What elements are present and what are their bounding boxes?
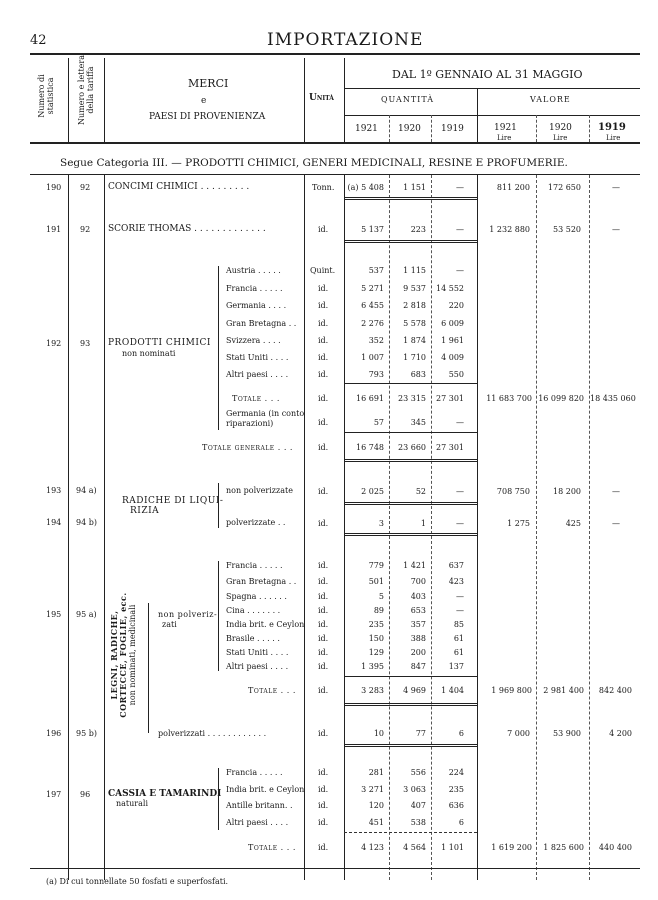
row-197-unit: id. <box>318 801 329 810</box>
unita-header: Unità <box>309 93 334 103</box>
row-192-q1920: 1 874 <box>403 336 426 345</box>
category-rule <box>30 174 640 175</box>
row-190-name: CONCIMI CHIMICI . . . . . . . . . <box>108 182 250 192</box>
row-192-general-rule <box>344 432 477 433</box>
row-193-tariff: 94 a) <box>76 486 97 495</box>
row-196-q1919: 6 <box>458 729 464 738</box>
row-194-q1921: 3 <box>378 519 384 528</box>
row-193-q1919: — <box>456 487 464 496</box>
row-193-q1921: 2 025 <box>361 487 384 496</box>
row-196-tariff: 95 b) <box>76 729 97 738</box>
row-197-country: Antille britann. . <box>226 801 293 810</box>
row-195-q1921: 5 <box>378 592 384 601</box>
row-193-q1920: 52 <box>415 487 426 496</box>
category-heading: Segue Categoria III. — PRODOTTI CHIMICI, GENERI MEDICINALI, RESINE E PROFUMERIE. <box>60 157 568 169</box>
row-191-v1919: — <box>612 225 620 234</box>
row-192-q1920: 1 710 <box>403 353 426 362</box>
row-191-name: SCORIE THOMAS . . . . . . . . . . . . . <box>108 224 266 234</box>
row-195-q1921: 129 <box>368 648 384 657</box>
row-195-country: Spagna . . . . . . <box>226 592 287 601</box>
v-lire-1921: Lire <box>497 134 512 142</box>
row-195-unit: id. <box>318 648 329 657</box>
row-190-q1921: (a) 5 408 <box>347 183 384 192</box>
row-192-q1921: 1 007 <box>361 353 384 362</box>
header-rule-top <box>30 53 640 55</box>
row-195-total-rule <box>344 703 477 706</box>
v-year-1920: 1920 <box>549 123 572 133</box>
row-192-totale-q1919: 27 301 <box>436 394 464 403</box>
row-193-v1921: 708 750 <box>496 487 530 496</box>
row-192-q1920: 1 115 <box>403 266 426 275</box>
row-195-totale-unit: id. <box>318 686 329 695</box>
row-195-q1919: 61 <box>453 634 464 643</box>
q-year-1919: 1919 <box>441 124 464 134</box>
row-192-q1921: 352 <box>368 336 384 345</box>
row-192-totale-q1920: 23 315 <box>398 394 426 403</box>
e-header: e <box>201 96 207 106</box>
row-196-v1921: 7 000 <box>507 729 530 738</box>
row-197-totale-q1921: 4 123 <box>361 843 384 852</box>
col-stat-header: Numero di statistica <box>37 74 55 118</box>
row-197-totale-label: Totale . . . <box>248 843 296 852</box>
row-197-totale-v1920: 1 825 600 <box>543 843 584 852</box>
header-divider <box>536 115 537 142</box>
row-196-total-rule <box>344 744 477 747</box>
row-193-sub: non polverizzate <box>226 486 293 495</box>
row-192-stat: 192 <box>46 339 62 348</box>
row-195-unit: id. <box>318 592 329 601</box>
row-191-v1921: 1 232 880 <box>489 225 530 234</box>
row-192-totale-generale-q1920: 23 660 <box>398 443 426 452</box>
q-year-1920: 1920 <box>398 124 421 134</box>
row-195-subtotal-rule <box>344 676 477 677</box>
header-divider <box>104 58 105 142</box>
row-192-q1921: 2 276 <box>361 319 384 328</box>
row-192-germania-conto: Germania (in conto riparazioni) <box>226 409 305 428</box>
row-197-subtotal-rule <box>344 832 477 833</box>
row-195-q1919: 137 <box>448 662 464 671</box>
row-192-germania-unit: id. <box>318 418 329 427</box>
row-195-q1919: — <box>456 606 464 615</box>
row-195-country-brace <box>218 561 219 671</box>
v-lire-1919: Lire <box>606 134 621 142</box>
row-195-stat: 195 <box>46 610 62 619</box>
row-192-q1919: 1 961 <box>441 336 464 345</box>
row-197-q1919: 224 <box>448 768 464 777</box>
row-193-brace <box>218 483 219 528</box>
row-195-brace <box>148 603 149 733</box>
row-192-totale-v1920: 16 099 820 <box>538 394 584 403</box>
row-197-unit: id. <box>318 785 329 794</box>
row-195-q1919: — <box>456 592 464 601</box>
v-year-1919: 1919 <box>598 122 626 133</box>
row-192-country: Germania . . . . <box>226 301 287 310</box>
row-195-q1920: 357 <box>410 620 426 629</box>
row-192-germania-q1919: — <box>456 418 464 427</box>
row-192-country: Stati Uniti . . . . <box>226 353 289 362</box>
row-197-country: India brit. e Ceylon <box>226 785 305 794</box>
header-divider <box>344 58 345 142</box>
row-192-unit: Quint. <box>310 266 336 275</box>
row-194-tariff: 94 b) <box>76 518 97 527</box>
period-header: DAL 1º GENNAIO AL 31 MAGGIO <box>392 68 583 81</box>
row-191-q1920: 223 <box>410 225 426 234</box>
row-197-q1920: 407 <box>410 801 426 810</box>
row-195-country: Altri paesi . . . . <box>226 662 289 671</box>
row-192-brace <box>218 266 219 430</box>
row-195-totale-v1920: 2 981 400 <box>543 686 584 695</box>
row-192-germania-q1920: 345 <box>410 418 426 427</box>
row-196-sub: polverizzati . . . . . . . . . . . . <box>158 729 267 738</box>
row-195-q1921: 779 <box>368 561 384 570</box>
row-192-unit: id. <box>318 353 329 362</box>
row-195-q1919: 423 <box>448 577 464 586</box>
row-193-total-rule <box>344 502 477 505</box>
row-195-country: Cina . . . . . . . <box>226 606 281 615</box>
row-193-unit: id. <box>318 487 329 496</box>
row-190-q1920: 1 151 <box>403 183 426 192</box>
row-197-q1920: 3 063 <box>403 785 426 794</box>
row-197-name: CASSIA E TAMARINDI <box>108 789 222 799</box>
row-192-q1920: 9 537 <box>403 284 426 293</box>
row-197-totale-q1920: 4 564 <box>403 843 426 852</box>
row-197-country: Francia . . . . . <box>226 768 283 777</box>
row-192-q1919: — <box>456 266 464 275</box>
row-196-stat: 196 <box>46 729 62 738</box>
row-197-totale-v1921: 1 619 200 <box>491 843 532 852</box>
col-tariff-header: Numero e lettera della tariffa <box>77 55 95 125</box>
row-192-totale-generale-label: Totale generale . . . <box>202 443 293 452</box>
row-197-q1921: 281 <box>368 768 384 777</box>
column-rule <box>68 175 69 880</box>
row-190-total-rule <box>344 197 477 200</box>
row-197-q1919: 636 <box>448 801 464 810</box>
row-191-q1921: 5 137 <box>361 225 384 234</box>
row-195-unit: id. <box>318 577 329 586</box>
row-194-v1921: 1 275 <box>507 519 530 528</box>
row-197-q1920: 556 <box>410 768 426 777</box>
row-192-sub: non nominati <box>122 349 176 358</box>
row-190-v1919: — <box>612 183 620 192</box>
q-year-1921: 1921 <box>355 124 378 134</box>
row-195-totale-v1921: 1 969 800 <box>491 686 532 695</box>
row-196-unit: id. <box>318 729 329 738</box>
row-195-sub: non polveriz- <box>158 610 218 619</box>
row-194-total-rule <box>344 533 477 536</box>
row-195-totale-label: Totale . . . <box>248 686 296 695</box>
row-192-totale-v1921: 11 683 700 <box>486 394 532 403</box>
header-divider <box>304 58 305 142</box>
row-193-v1920: 18 200 <box>553 487 581 496</box>
row-191-stat: 191 <box>46 225 62 234</box>
page-number: 42 <box>30 33 47 48</box>
row-192-q1921: 537 <box>368 266 384 275</box>
row-197-totale-v1919: 440 400 <box>598 843 632 852</box>
row-194-stat: 194 <box>46 518 62 527</box>
row-192-unit: id. <box>318 370 329 379</box>
row-192-q1920: 683 <box>410 370 426 379</box>
row-196-v1920: 53 900 <box>553 729 581 738</box>
footnote: (a) Di cui tonnellate 50 fosfati e superfosfati. <box>46 877 229 886</box>
row-197-tariff: 96 <box>80 790 91 799</box>
paesi-header: PAESI DI PROVENIENZA <box>149 112 266 122</box>
row-192-unit: id. <box>318 284 329 293</box>
row-197-totale-q1919: 1 101 <box>441 843 464 852</box>
row-195-country: Gran Bretagna . . <box>226 577 297 586</box>
row-192-q1920: 2 818 <box>403 301 426 310</box>
row-192-q1921: 6 455 <box>361 301 384 310</box>
row-190-v1920: 172 650 <box>547 183 581 192</box>
row-197-brace <box>218 768 219 830</box>
row-195-unit: id. <box>318 620 329 629</box>
header-divider <box>431 115 432 142</box>
row-192-q1921: 5 271 <box>361 284 384 293</box>
row-197-totale-unit: id. <box>318 843 329 852</box>
row-197-q1920: 538 <box>410 818 426 827</box>
row-192-totale-generale-q1919: 27 301 <box>436 443 464 452</box>
row-195-q1919: 85 <box>453 620 464 629</box>
row-192-general-double-rule <box>344 459 477 462</box>
table-bottom-rule <box>30 868 640 869</box>
row-192-unit: id. <box>318 301 329 310</box>
merci-header: MERCI <box>188 77 229 90</box>
row-193-v1919: — <box>612 487 620 496</box>
row-195-totale-q1920: 4 969 <box>403 686 426 695</box>
row-196-v1919: 4 200 <box>609 729 632 738</box>
row-194-unit: id. <box>318 519 329 528</box>
row-195-unit: id. <box>318 561 329 570</box>
row-192-q1919: 550 <box>448 370 464 379</box>
row-195-q1921: 89 <box>373 606 384 615</box>
row-195-country: India brit. e Ceylon <box>226 620 305 629</box>
row-195-q1920: 653 <box>410 606 426 615</box>
row-195-totale-q1919: 1 404 <box>441 686 464 695</box>
row-192-unit: id. <box>318 319 329 328</box>
row-192-totale-label: Totale . . . <box>232 394 280 403</box>
column-rule <box>304 175 305 880</box>
header-rule-bottom <box>30 142 640 144</box>
row-195-q1920: 200 <box>410 648 426 657</box>
row-192-totale-v1919: 18 435 060 <box>590 394 636 403</box>
row-197-stat: 197 <box>46 790 62 799</box>
row-190-q1919: — <box>456 183 464 192</box>
row-193-stat: 193 <box>46 486 62 495</box>
row-192-germania-q1921: 57 <box>373 418 384 427</box>
row-195-q1920: 403 <box>410 592 426 601</box>
column-rule <box>477 175 478 880</box>
row-192-q1919: 4 009 <box>441 353 464 362</box>
row-192-q1921: 793 <box>368 370 384 379</box>
column-rule <box>104 175 105 880</box>
row-190-stat: 190 <box>46 183 62 192</box>
row-194-v1920: 425 <box>565 519 581 528</box>
row-196-q1921: 10 <box>373 729 384 738</box>
row-195-q1921: 501 <box>368 577 384 586</box>
row-197-sub: naturali <box>116 799 148 808</box>
v-lire-1920: Lire <box>553 134 568 142</box>
row-193-name-cont: RIZIA <box>130 506 160 516</box>
row-197-q1921: 3 271 <box>361 785 384 794</box>
row-195-tariff: 95 a) <box>76 610 97 619</box>
row-195-country: Brasile . . . . . <box>226 634 280 643</box>
row-190-unit: Tonn. <box>312 183 335 192</box>
quantita-header: QUANTITÀ <box>381 95 435 104</box>
row-190-v1921: 811 200 <box>496 183 530 192</box>
v-year-1921: 1921 <box>494 123 517 133</box>
row-195-q1921: 1 395 <box>361 662 384 671</box>
row-195-q1921: 235 <box>368 620 384 629</box>
row-194-sub: polverizzate . . <box>226 518 286 527</box>
row-192-subtotal-rule <box>344 383 477 384</box>
row-194-q1919: — <box>456 519 464 528</box>
row-192-q1920: 5 578 <box>403 319 426 328</box>
row-192-country: Altri paesi . . . . <box>226 370 289 379</box>
row-195-q1920: 1 421 <box>403 561 426 570</box>
row-191-v1920: 53 520 <box>553 225 581 234</box>
row-195-unit: id. <box>318 606 329 615</box>
row-193-name: RADICHE DI LIQUI- <box>122 496 224 506</box>
row-195-q1919: 637 <box>448 561 464 570</box>
row-192-tariff: 93 <box>80 339 91 348</box>
row-197-q1919: 235 <box>448 785 464 794</box>
valore-header: VALORE <box>530 95 571 104</box>
row-191-unit: id. <box>318 225 329 234</box>
row-195-sub-cont: zati <box>162 620 177 629</box>
row-192-country: Austria . . . . . <box>226 266 281 275</box>
row-192-q1919: 6 009 <box>441 319 464 328</box>
row-196-q1920: 77 <box>415 729 426 738</box>
row-197-country: Altri paesi . . . . <box>226 818 289 827</box>
row-192-q1919: 14 552 <box>436 284 464 293</box>
row-192-q1919: 220 <box>448 301 464 310</box>
row-195-group-label: LEGNI, RADICHE, CORTECCE, FOGLIE, ecc. non nominati, medicinali <box>109 592 137 718</box>
row-195-q1921: 150 <box>368 634 384 643</box>
row-192-country: Gran Bretagna . . <box>226 319 297 328</box>
row-195-totale-v1919: 842 400 <box>598 686 632 695</box>
row-192-name: PRODOTTI CHIMICI <box>108 338 211 348</box>
header-divider <box>389 115 390 142</box>
row-192-country: Svizzera . . . . <box>226 336 281 345</box>
row-195-q1919: 61 <box>453 648 464 657</box>
row-197-q1919: 6 <box>458 818 464 827</box>
row-192-totale-unit: id. <box>318 394 329 403</box>
row-194-v1919: — <box>612 519 620 528</box>
header-divider <box>344 88 640 89</box>
page-title: IMPORTAZIONE <box>267 30 424 50</box>
row-195-q1920: 847 <box>410 662 426 671</box>
row-195-unit: id. <box>318 662 329 671</box>
row-191-total-rule <box>344 240 477 243</box>
row-192-totale-generale-q1921: 16 748 <box>356 443 384 452</box>
row-197-q1921: 120 <box>368 801 384 810</box>
row-195-country: Stati Uniti . . . . <box>226 648 289 657</box>
row-195-q1920: 388 <box>410 634 426 643</box>
header-divider <box>589 115 590 142</box>
row-192-totale-q1921: 16 691 <box>356 394 384 403</box>
row-191-tariff: 92 <box>80 225 91 234</box>
row-194-q1920: 1 <box>420 519 426 528</box>
row-190-tariff: 92 <box>80 183 91 192</box>
row-197-q1921: 451 <box>368 818 384 827</box>
row-197-unit: id. <box>318 818 329 827</box>
row-195-country: Francia . . . . . <box>226 561 283 570</box>
row-191-q1919: — <box>456 225 464 234</box>
row-195-q1920: 700 <box>410 577 426 586</box>
row-192-unit: id. <box>318 336 329 345</box>
row-197-unit: id. <box>318 768 329 777</box>
row-195-totale-q1921: 3 283 <box>361 686 384 695</box>
row-192-totale-generale-unit: id. <box>318 443 329 452</box>
header-divider <box>68 58 69 142</box>
row-192-country: Francia . . . . . <box>226 284 283 293</box>
row-195-unit: id. <box>318 634 329 643</box>
